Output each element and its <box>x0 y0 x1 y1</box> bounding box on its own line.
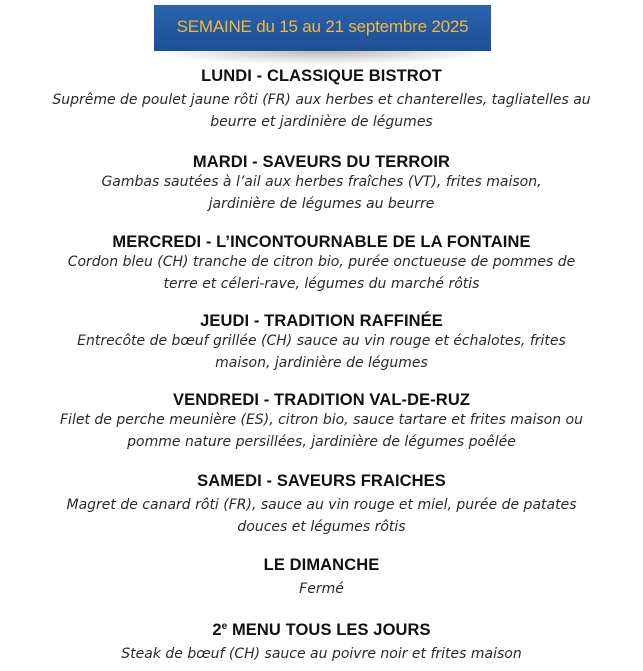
day-title-sunday: LE DIMANCHE <box>263 556 380 574</box>
second-menu-superscript: e <box>221 621 228 632</box>
menu-second-menu <box>0 620 643 666</box>
menu-day-friday <box>0 390 643 453</box>
day-title-friday: VENDREDI - TRADITION VAL-DE-RUZ <box>172 391 471 409</box>
banner-shadow <box>154 51 491 65</box>
dish-friday-line1: Filet de perche meunière (ES), citron bio, sauce tartare et frites maison ou <box>60 412 583 428</box>
dish-thursday-line1: Entrecôte de bœuf grillée (CH) sauce au vin rouge et échalotes, frites <box>77 333 566 349</box>
second-menu-title-rest: MENU TOUS LES JOURS <box>227 621 431 639</box>
dish-thursday-line2: maison, jardinière de légumes <box>215 354 428 371</box>
dish-wednesday-line1: Cordon bleu (CH) tranche de citron bio, purée onctueuse de pommes de <box>67 254 576 270</box>
dish-saturday-line2: douces et légumes rôtis <box>237 518 406 535</box>
dish-saturday-line1: Magret de canard rôti (FR), sauce au vin rouge et miel, purée de patates <box>66 497 577 513</box>
dish-tuesday-line1: Gambas sautées à l’ail aux herbes fraîches (VT), frites maison, <box>101 174 542 190</box>
week-banner <box>154 5 491 51</box>
menu-day-wednesday <box>0 232 643 295</box>
menu-day-monday <box>0 66 643 133</box>
menu-day-tuesday <box>0 152 643 215</box>
day-title-second-menu <box>0 620 643 640</box>
day-title-tuesday: MARDI - SAVEURS DU TERROIR <box>192 153 451 171</box>
dish-monday-line1: Suprême de poulet jaune rôti (FR) aux herbes et chanterelles, tagliatelles au <box>52 92 591 108</box>
day-title-wednesday: MERCREDI - L’INCONTOURNABLE DE LA FONTAINE <box>112 233 531 251</box>
day-title-saturday: SAMEDI - SAVEURS FRAICHES <box>197 472 446 490</box>
dish-wednesday-line2: terre et céleri-rave, légumes du marché rôtis <box>163 275 480 292</box>
week-banner-text: SEMAINE du 15 au 21 septembre 2025 <box>154 5 491 51</box>
day-title-monday: LUNDI - CLASSIQUE BISTROT <box>201 67 442 85</box>
dish-friday-line2: pomme nature persillées, jardinière de légumes poêlée <box>127 433 516 450</box>
menu-day-saturday <box>0 471 643 538</box>
menu-day-sunday <box>0 555 643 601</box>
menu-day-thursday <box>0 311 643 374</box>
dish-sunday-line1: Fermé <box>299 581 344 597</box>
dish-tuesday-line2: jardinière de légumes au beurre <box>208 195 435 212</box>
dish-monday-line2: beurre et jardinière de légumes <box>210 113 433 130</box>
dish-second-menu-line1: Steak de bœuf (CH) sauce au poivre noir et frites maison <box>121 646 522 662</box>
day-title-thursday: JEUDI - TRADITION RAFFINÉE <box>200 312 443 330</box>
second-menu-number: 2 <box>212 621 222 639</box>
